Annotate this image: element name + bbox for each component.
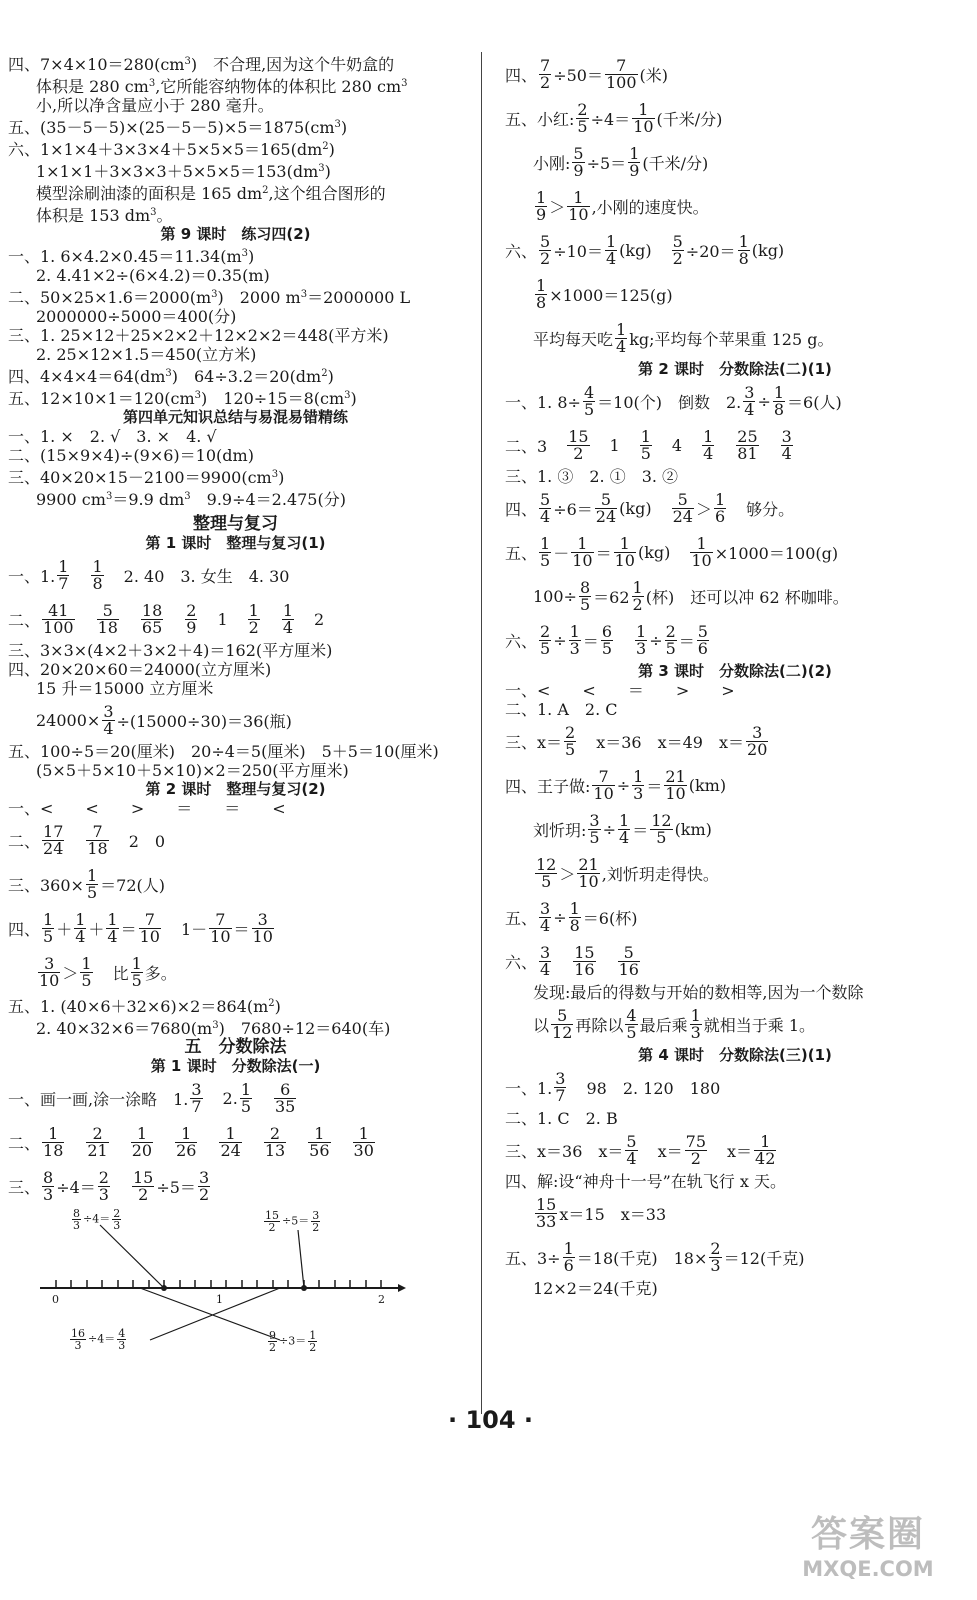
answer-line: 二、1. A 2. C [505,700,618,719]
watermark-text: 答案圈 [810,1514,925,1555]
answer-line: 体积是 280 $cm^3$,它所能容纳物体的体积比 280 $cm^3$ [36,77,408,96]
answer-line: 五、$12\times 10\times 1=120(cm^3)$ $120\div 15=8(cm^3)$ [8,389,357,408]
answer-line: 三、1. 25×12＋25×2×2＋12×2×2＝448(平方米) [8,326,389,345]
answer-line: 三、360× $\frac{1}{5}$ ＝72(人) [8,865,165,902]
answer-line: 小,所以净含量应小于 280 毫升。 [36,96,274,115]
answer-line: $\frac{1}{9}$ ＞ $\frac{1}{10}$ ,小刚的速度快。 [536,187,709,224]
answer-line: 四、$7\times 4\times 10=280(cm^3)$ 不合理,因为这个牛奶盒的 [8,55,395,74]
answer-line: 一、< < ＝ > > [505,681,735,700]
right-column [505,52,965,1298]
axis-arrow [398,1284,406,1292]
left-column [8,52,463,1208]
label-15-2-div-5: $\frac{15}{2}$ ÷5＝ $\frac{3}{2}$ [265,1209,320,1234]
answer-line: 24000× $\frac{3}{4}$ ÷(15000÷30)＝36(瓶) [36,701,292,738]
lesson-heading: 第 2 课时 分数除法(二)(1) [638,360,832,378]
lesson-heading: 第 1 课时 分数除法(一) [150,1057,321,1075]
section-heading: 五 分数除法 [184,1037,287,1057]
tick-label-1: 1 [216,1293,223,1306]
answer-line: $\frac{12}{5}$ ＞ $\frac{21}{10}$ ,刘忻玥走得快。 [536,854,719,891]
answer-line: 五、小红: $\frac{2}{5}$ ÷4＝ $\frac{1}{10}$ (千米/分) [505,99,723,136]
answer-line: 三、$40\times 20\times 15-2100=9900(cm^3)$ [8,468,285,487]
answer-line: 四、 $\frac{5}{4}$ ÷6＝ $\frac{5}{24}$ (kg) $\frac{5}{24}$ ＞ $\frac{1}{6}$ 够分。 [505,489,795,526]
answer-line: 四、 $\frac{7}{2}$ ÷50＝ $\frac{7}{100}$ (米) [505,55,669,92]
answer-line: 一、1. $6\times 4.2\times 0.45=11.34(m^3)$ [8,247,255,266]
answer-line: 五、 $\frac{3}{4}$ ÷ $\frac{1}{8}$ ＝6(杯) [505,898,638,935]
answer-line: 模型涂刷油漆的面积是 165 $dm^2$,这个组合图形的 [36,184,386,203]
answer-line: 六、$1\times 1\times 4+3\times 3\times 4+5\times 5\times 5=165(dm^2)$ [8,140,335,159]
answer-line: 2. $40\times 32\times 6=7680(m^3)$ 7680÷12＝640(车) [36,1019,391,1038]
answer-line: 四、王子做: $\frac{7}{10}$ ÷ $\frac{1}{3}$ ＝ $\frac{21}{10}$ (km) [505,766,727,803]
answer-line: 五、1. $(40\times 6+32\times 6)\times 2=864(m^2)$ [8,997,281,1016]
answer-line: 一、< < > ＝ ＝ < [8,799,286,818]
tick-label-2: 2 [378,1293,385,1306]
label-8-3-div-4: $\frac{8}{3}$ ÷4＝ $\frac{2}{3}$ [73,1207,121,1232]
answer-line: 五、100÷5＝20(厘米) 20÷4＝5(厘米) 5＋5＝10(厘米) [8,742,439,761]
answer-line: 二、$50\times 25\times 1.6=2000(m^3)$ 2000 $m^3=2000000$ L [8,288,411,307]
answer-line: 四、20×20×60＝24000(立方厘米) [8,660,272,679]
answer-line: 一、画一画,涂一涂略 1. $\frac{3}{7}$ 2. $\frac{1}{5}$ $\frac{6}{35}$ [8,1079,296,1116]
answer-line: 六、 $\frac{2}{5}$ ÷ $\frac{1}{3}$ ＝ $\frac{6}{5}$ $\frac{1}{3}$ ÷ $\frac{2}{5}$ ＝ $\frac{5}{6}$ [505,621,708,658]
number-line-diagram [40,1200,420,1370]
answer-line: 四、$4\times 4\times 4=64(dm^3)$ $64\div 3.2=20(dm^2)$ [8,367,334,386]
ticks [56,1280,381,1288]
label-9-2-div-3: $\frac{9}{2}$ ÷3＝ $\frac{1}{2}$ [269,1329,317,1354]
answer-line: 五、$(35-5-5)\times(25-5-5)\times 5=1875(cm^3)$ [8,118,348,137]
section-heading: 整理与复习 [193,514,278,534]
answer-line: 五、3÷ $\frac{1}{6}$ ＝18(千克) 18× $\frac{2}{3}$ ＝12(千克) [505,1238,805,1275]
lesson-heading: 第 1 课时 整理与复习(1) [145,534,326,552]
answer-line: $\frac{3}{10}$ ＞ $\frac{1}{5}$ 比 $\frac{1}{5}$ 多。 [39,953,177,990]
answer-line: 三、x＝36 x＝ $\frac{5}{4}$ x＝ $\frac{75}{2}$ x＝ $\frac{1}{42}$ [505,1131,776,1168]
answer-line: 三、3×3×(4×2＋3×2＋4)＝162(平方厘米) [8,641,333,660]
page-number: · 104 · [448,1406,534,1434]
answer-line: (5×5＋5×10＋5×10)×2＝250(平方厘米) [36,761,349,780]
answer-line: 二、 $\frac{17}{24}$ $\frac{7}{18}$ 2 0 [8,821,166,858]
answer-line: 平均每天吃 $\frac{1}{4}$ kg;平均每个苹果重 125 g。 [533,319,834,356]
answer-line: 六、 $\frac{5}{2}$ ÷10＝ $\frac{1}{4}$ (kg) $\frac{5}{2}$ ÷20＝ $\frac{1}{8}$ (kg) [505,231,785,268]
answer-line: 一、1. 8÷ $\frac{4}{5}$ ＝10(个) 倒数 2. $\frac{3}{4}$ ÷ $\frac{1}{8}$ ＝6 (人) [505,382,842,419]
answer-line: 9900 $cm^3=9.9$ $dm^3$ 9.9÷4＝2.475(分) [36,490,346,509]
answer-line: 一、1. $\frac{3}{7}$ 98 2. 120 180 [505,1068,721,1105]
answer-line: 2000000÷5000＝400(分) [36,307,237,326]
answer-line: 体积是 153 $dm^3$。 [36,206,173,225]
answer-line: 2. 25×12×1.5＝450(立方米) [36,345,257,364]
answer-line: 2. 4.41×2÷(6×4.2)＝0.35(m) [36,266,270,285]
answer-line: $1\times 1\times 1+3\times 3\times 3+5\times 5\times 5=153(dm^3)$ [36,162,331,181]
answer-line: 四、 $\frac{1}{5}$ ＋ $\frac{1}{4}$ ＋ $\frac{1}{4}$ ＝ $\frac{7}{10}$ 1－ $\frac{7}{10}$ ＝ $\frac{3}{10}$ [8,909,273,946]
answer-line: 12×2＝24(千克) [533,1279,658,1298]
answer-line: 三、 $\frac{8}{3}$ ÷4＝ $\frac{2}{3}$ $\frac{15}{2}$ ÷5＝ $\frac{3}{2}$ [8,1167,210,1204]
answer-line: 小刚: $\frac{5}{9}$ ÷5＝ $\frac{1}{9}$ (千米/分) [533,143,709,180]
tick-label-0: 0 [52,1293,59,1306]
watermark-url: MXQE.COM [802,1557,934,1581]
answer-line: 二、 $\frac{1}{18}$ $\frac{2}{21}$ $\frac{1}{20}$ $\frac{1}{26}$ $\frac{1}{24}$ $\frac{2}{13}$ $\frac{1}{56}$ $\frac{1}{30}$ [8,1123,374,1160]
answer-line: 发现:最后的得数与开始的数相等,因为一个数除 [533,983,864,1002]
answer-line: 五、 $\frac{1}{5}$ － $\frac{1}{10}$ ＝ $\frac{1}{10}$ (kg) $\frac{1}{10}$ ×1000＝100(g) [505,533,839,570]
answer-line: 100÷ $\frac{8}{5}$ ＝62 $\frac{1}{2}$ (杯) 还可以冲 62 杯咖啡。 [533,577,849,614]
answer-line: 三、1. ③ 2. ① 3. ② [505,467,679,486]
answer-line: $\frac{1}{8}$ ×1000＝125(g) [536,275,673,312]
answer-line: 以 $\frac{5}{12}$ 再除以 $\frac{4}{5}$ 最后乘 $\frac{1}{3}$ 就相当于乘 1。 [533,1005,816,1042]
answer-line: $\frac{15}{33}$ x＝15 x＝33 [536,1194,667,1231]
column-divider [481,52,482,1414]
answer-line: 四、解:设“神舟十一号”在轨飞行 x 天。 [505,1172,786,1191]
lesson-heading: 第 2 课时 整理与复习(2) [145,780,326,798]
answer-line: 三、x＝ $\frac{2}{5}$ x＝36 x＝49 x＝ $\frac{3}{20}$ [505,722,768,759]
lesson-heading: 第 9 课时 练习四(2) [160,225,311,243]
answer-line: 刘忻玥: $\frac{3}{5}$ ÷ $\frac{1}{4}$ ＝ $\frac{12}{5}$ (km) [533,810,712,847]
answer-line: 二、(15×9×4)÷(9×6)＝10(dm) [8,446,254,465]
answer-line: 六、 $\frac{3}{4}$ $\frac{15}{16}$ $\frac{5}{16}$ [505,942,639,979]
answer-line: 一、1. $\frac{1}{7}$ $\frac{1}{8}$ 2. 40 3. 女生 4. 30 [8,556,290,593]
answer-line: 一、1. × 2. √ 3. × 4. √ [8,427,217,446]
answer-line: 二、 $\frac{41}{100}$ $\frac{5}{18}$ $\frac{18}{65}$ $\frac{2}{9}$ 1 $\frac{1}{2}$ $\frac{1}{4}$ 2 [8,600,325,637]
answer-line: 二、3 $\frac{15}{2}$ 1 $\frac{1}{5}$ 4 $\frac{1}{4}$ $\frac{25}{81}$ $\frac{3}{4}$ [505,426,792,463]
answer-line: 二、1. C 2. B [505,1109,618,1128]
label-16-3-div-4: $\frac{16}{3}$ ÷4＝ $\frac{4}{3}$ [71,1327,126,1352]
lesson-heading: 第 4 课时 分数除法(三)(1) [638,1046,832,1064]
watermark-logo [788,1506,948,1586]
unit-summary-heading: 第四单元知识总结与易混易错精练 [122,408,348,426]
answer-line: 15 升＝15000 立方厘米 [36,679,214,698]
lesson-heading: 第 3 课时 分数除法(二)(2) [638,662,832,680]
